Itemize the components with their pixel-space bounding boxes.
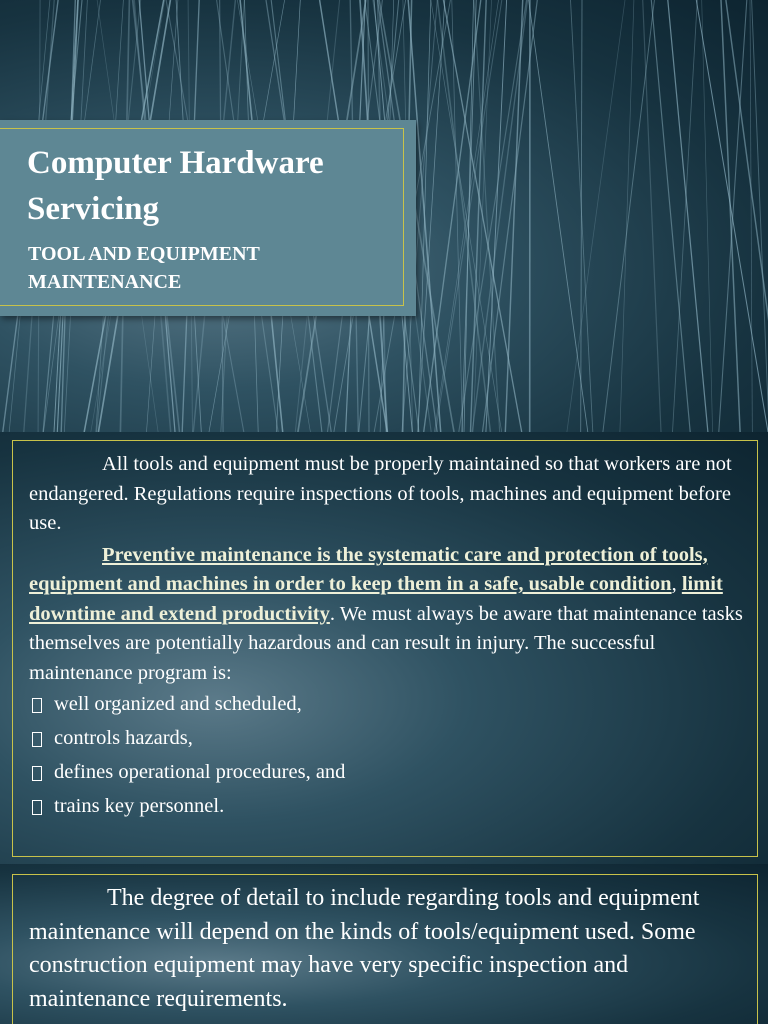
paragraph-inspections — [29, 450, 754, 539]
list-item — [29, 790, 754, 824]
missing-glyph-icon — [32, 766, 42, 781]
separator-text: , — [671, 573, 682, 595]
title-slide — [0, 0, 768, 432]
missing-glyph-icon — [32, 800, 42, 815]
paragraph-inspections-text: All tools and equipment must be properly maintained so that workers are not endangered. Regulations require inspections of tools, machines and equipment before use. — [29, 453, 732, 534]
paragraph-detail-text: The degree of detail to include regarding tools and equipment maintenance will depend on the kinds of tools/equipment used. Some construction equipment may have very specific inspection and maintenance requirements. — [29, 885, 700, 1012]
list-item-text: well organized and scheduled, — [54, 693, 302, 716]
list-item — [29, 688, 754, 722]
downtime-emphasis: limit downtime and extend productivity — [29, 573, 723, 625]
list-item — [29, 756, 754, 790]
preventive-definition: Preventive maintenance is the systematic care and protection of tools, equipment and machines in order to keep them in a safe, usable condition — [29, 543, 708, 595]
content-body — [29, 450, 754, 824]
slide-subtitle: TOOL AND EQUIPMENT MAINTENANCE — [28, 243, 260, 293]
list-item — [29, 722, 754, 756]
list-item-text: trains key personnel. — [54, 795, 225, 818]
content-slide — [0, 432, 768, 864]
paragraph-detail — [29, 882, 754, 1016]
paragraph-preventive-rest: . We must always be aware that maintenance tasks themselves are potentially hazardous and can result in injury. The successful maintenance program is: — [29, 602, 743, 684]
list-item-text: controls hazards, — [54, 727, 193, 750]
slide-title: Computer Hardware Servicing — [27, 145, 324, 227]
missing-glyph-icon — [32, 732, 42, 747]
missing-glyph-icon — [32, 698, 42, 713]
list-item-text: defines operational procedures, and — [54, 761, 346, 784]
paragraph-preventive — [29, 541, 754, 689]
content-body — [29, 882, 754, 1016]
next-slide — [0, 864, 768, 1024]
